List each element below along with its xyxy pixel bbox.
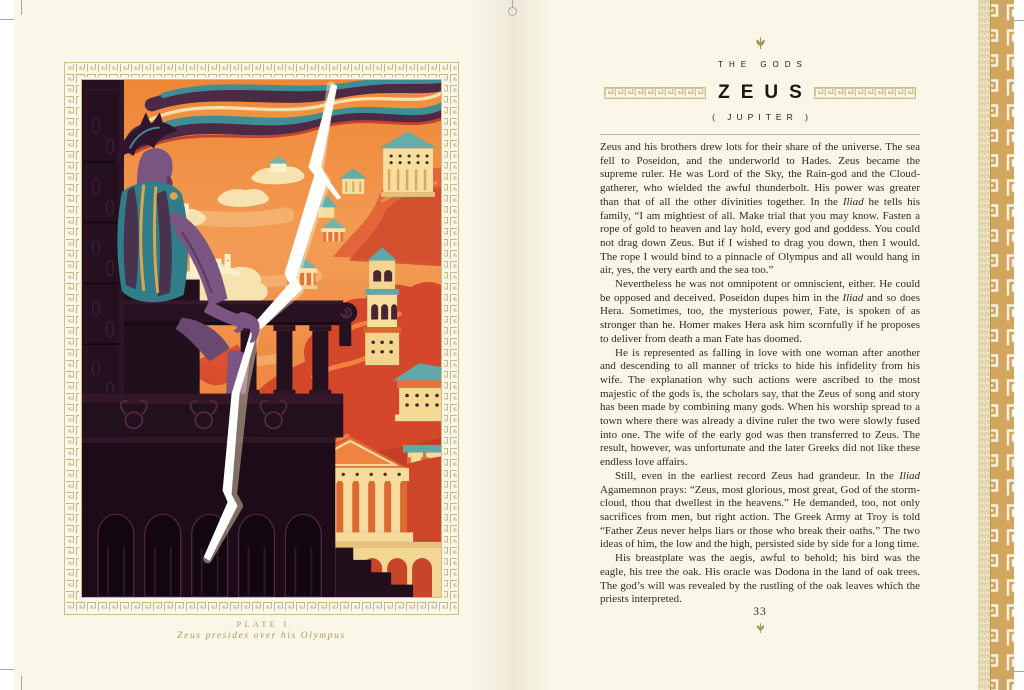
crop-mark: [21, 0, 22, 15]
registration-mark: [508, 7, 517, 16]
plate-caption: Zeus presides over his Olympus: [177, 631, 346, 641]
crop-mark: [1009, 20, 1024, 21]
article-body: [600, 141, 920, 607]
meander-bar-right-icon: [814, 87, 916, 99]
title-row: [600, 82, 920, 104]
meander-bar-left-icon: [604, 87, 706, 99]
plate-illustration: [64, 62, 459, 615]
laurel-sprig-icon: [754, 36, 767, 50]
body-paragraph: Nevertheless he was not omnipotent or omniscient, either. He could be opposed and deceived. Poseidon dupes him in the Iliad and so does Hera. Sometimes, too, the mysterious power, Fate, is spoken of as stronger than he. Homer makes Hera ask him scornfully if he proposes to deliver from death a man Fate has doomed.: [600, 278, 921, 345]
crop-mark: [0, 19, 14, 20]
page-footer: [600, 606, 920, 639]
crop-mark: [1003, 676, 1004, 690]
header-rule: [600, 134, 920, 135]
plate-label: PLATE I: [236, 620, 290, 629]
zeus-olympus-artwork: [72, 80, 441, 597]
body-paragraph: Zeus and his brothers drew lots for their share of the universe. The sea fell to Poseidon, and the underworld to Hades. Zeus became the supreme ruler. He was Lord of the Sky, the Rain-god and the Cloud-gatherer, who wielded the awful thunderbolt. His power was greater than that of all the other divinities together. In the Iliad he tells his family, “I am mightiest of all. Make trial that you may know. Fasten a rope of gold to heaven and lay hold, every god and goddess. You could not drag down Zeus. But if I wished to drag you down, then I would. The rope I would bind to a pinnacle of Olympus and all would hang in air, yes, the very earth and the sea too.”: [600, 141, 920, 277]
page-subtitle: ( JUPITER ): [712, 112, 813, 122]
book-edge-meander: [978, 0, 1014, 690]
plate-caption-block: [64, 620, 459, 641]
page-number: 33: [753, 606, 767, 618]
body-paragraph: His breastplate was the aegis, awful to behold; his bird was the eagle, his tree the oak. His oracle was Dodona in the land of oak trees. The god’s will was revealed by the rustling of the oak leaves which the priests interpreted.: [600, 552, 920, 606]
spine-shadow: [468, 0, 552, 690]
greek-key-frame: [64, 62, 459, 615]
section-kicker: THE GODS: [718, 60, 808, 69]
crop-mark: [1003, 0, 1004, 16]
body-paragraph: He is represented as falling in love with one woman after another and descending to all manner of tricks to hide his infidelity from his wife. The explanation why such actions were ascribed to the most majestic of the gods is, the scholars say, that the Zeus of song and story has been made by combining many gods. When his worship spread to a town where there was already a divine ruler the two were slowly fused into one. The wife of the early god was then transferred to Zeus. The result, however, was unfortunate and the later Greeks did not like these endless love affairs.: [600, 346, 920, 469]
crop-mark: [21, 676, 22, 690]
page-title: ZEUS: [718, 82, 813, 103]
crop-mark: [0, 669, 14, 670]
crop-mark: [1009, 671, 1024, 672]
right-page: [600, 0, 920, 690]
footer-ornament: [600, 621, 920, 639]
laurel-sprig-icon: [755, 622, 766, 634]
chapter-header: [600, 36, 920, 135]
body-paragraph: Still, even in the earliest record Zeus had grandeur. In the Iliad Agamemnon prays: “Zeus, most glorious, most great, God of the storm-cloud, thou that dwellest in the heavens.” He demanded, too, not only sacrifices from men, but right action. The Greek Army at Troy is told “Father Zeus never helps liars or those who break their oaths.” The two ideas of him, the low and the high, persisted side by side for a long time.: [600, 469, 920, 551]
